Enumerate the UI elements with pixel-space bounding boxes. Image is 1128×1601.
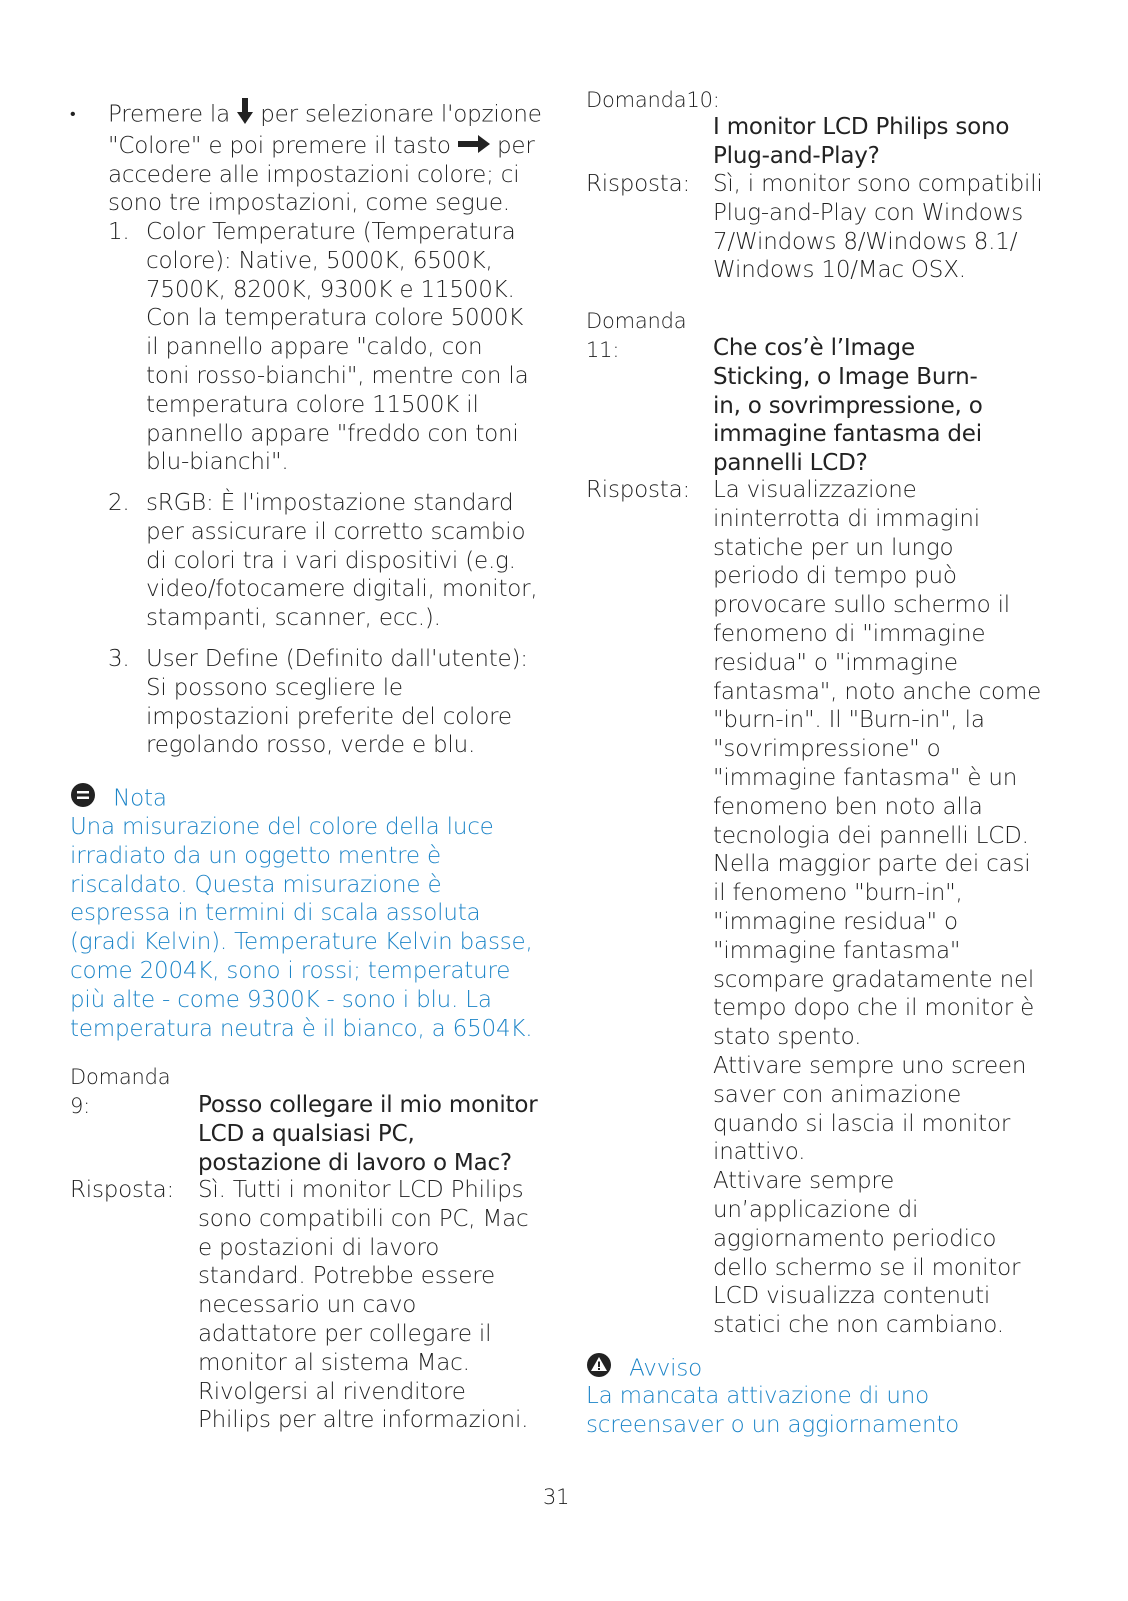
- note-title: Nota: [113, 785, 167, 812]
- bullet: •: [70, 104, 76, 123]
- q9-question: Posso collegare il mio monitor LCD a qualsiasi PC, postazione di lavoro o Mac?: [198, 1092, 538, 1176]
- q9-answer-label: Risposta:: [70, 1177, 175, 1203]
- q11-answer-paragraph-1: La visualizzazione ininterrotta di immagini statiche per un lungo periodo di tempo può provocare sullo schermo il fenomeno di "immagine residua" o "immagine fantasma", noto anche come "burn-in". Il "Burn-in", la "sovrimpressione" o "immagine fantasma" è un fenomeno ben noto alla tecnologia dei pannelli LCD. Nella maggior parte dei casi il fenomeno "burn-in", "immagine residua" o "immagine fantasma" scompare gradatamente nel tempo dopo che il monitor è stato spento.: [713, 477, 1042, 1051]
- intro-paragraph: [108, 98, 548, 218]
- q9-answer: Sì. Tutti i monitor LCD Philips sono compatibili con PC, Mac e postazioni di lavoro standard. Potrebbe essere necessario un cavo adattatore per collegare il monitor al sistema Mac. Rivolgersi al rivenditore Philips per altre informazioni.: [198, 1177, 529, 1434]
- list-item-2-number: 2.: [108, 490, 130, 516]
- intro-text-4: per: [497, 132, 535, 159]
- q9-label: Domanda 9:: [70, 1065, 171, 1118]
- arrow-right-icon: [458, 132, 490, 161]
- intro-text-3: "Colore" e poi premere il tasto: [108, 132, 451, 159]
- q11-label: Domanda 11:: [586, 309, 687, 362]
- q10-answer-label: Risposta:: [586, 171, 691, 197]
- q10-label: Domanda10:: [586, 88, 720, 112]
- q10-answer: Sì, i monitor sono compatibili Plug-and-Play con Windows 7/Windows 8/Windows 8.1/ Windows 10/Mac OSX.: [713, 171, 1043, 284]
- list-item-3-text: User Define (Definito dall'utente): Si possono scegliere le impostazioni preferite del colore regolando rosso, verde e blu.: [146, 646, 528, 759]
- q11-answer-paragraph-2: Attivare sempre uno screen saver con animazione quando si lascia il monitor inattivo.: [713, 1052, 1027, 1166]
- page-number: 31: [543, 1485, 570, 1509]
- q10-question: I monitor LCD Philips sono Plug-and-Play?: [713, 114, 1010, 169]
- warning-text: La mancata attivazione di uno screensaver o un aggiornamento: [586, 1383, 960, 1438]
- note-icon: [70, 782, 96, 816]
- note-header: [70, 782, 167, 816]
- intro-text-2: per selezionare l'opzione: [260, 101, 542, 128]
- warning-header: [586, 1352, 702, 1386]
- warning-icon: [586, 1352, 612, 1386]
- intro-text-6: sono tre impostazioni, come segue.: [108, 190, 510, 217]
- note-text: Una misurazione del colore della luce irradiato da un oggetto mentre è riscaldato. Questa misurazione è espressa in termini di scala assoluta (gradi Kelvin). Temperature Kelvin basse, come 2004K, sono i rossi; temperature più alte - come 9300K - sono i blu. La temperatura neutra è il bianco, a 6504K.: [70, 814, 533, 1042]
- q11-answer-label: Risposta:: [586, 477, 691, 503]
- q11-question: Che cos’è l’Image Sticking, o Image Burn-in, o sovrimpressione, o immagine fantasma dei pannelli LCD?: [713, 335, 983, 477]
- warning-title: Avviso: [629, 1355, 702, 1382]
- intro-text-5: accedere alle impostazioni colore; ci: [108, 161, 520, 188]
- list-item-1-number: 1.: [108, 219, 130, 245]
- q11-answer-paragraph-3: Attivare sempre un’applicazione di aggiornamento periodico dello schermo se il monitor LCD visualizza contenuti statici che non cambiano.: [713, 1168, 1021, 1339]
- arrow-down-icon: [237, 98, 253, 132]
- q11-answer: [713, 476, 1045, 1340]
- intro-text-1: Premere la: [108, 101, 231, 128]
- list-item-2-text: sRGB: È l'impostazione standard per assicurare il corretto scambio di colori tra i vari dispositivi (e.g. video/fotocamere digitali, monitor, stampanti, scanner, ecc.).: [146, 490, 538, 632]
- list-item-3-number: 3.: [108, 646, 130, 672]
- list-item-1-text: Color Temperature (Temperatura colore): Native, 5000K, 6500K, 7500K, 8200K, 9300K e 11500K. Con la temperatura colore 5000K il pannello appare "caldo, con toni rosso-bianchi", mentre con la temperatura colore 11500K il pannello appare "freddo con toni blu-bianchi".: [146, 219, 529, 476]
